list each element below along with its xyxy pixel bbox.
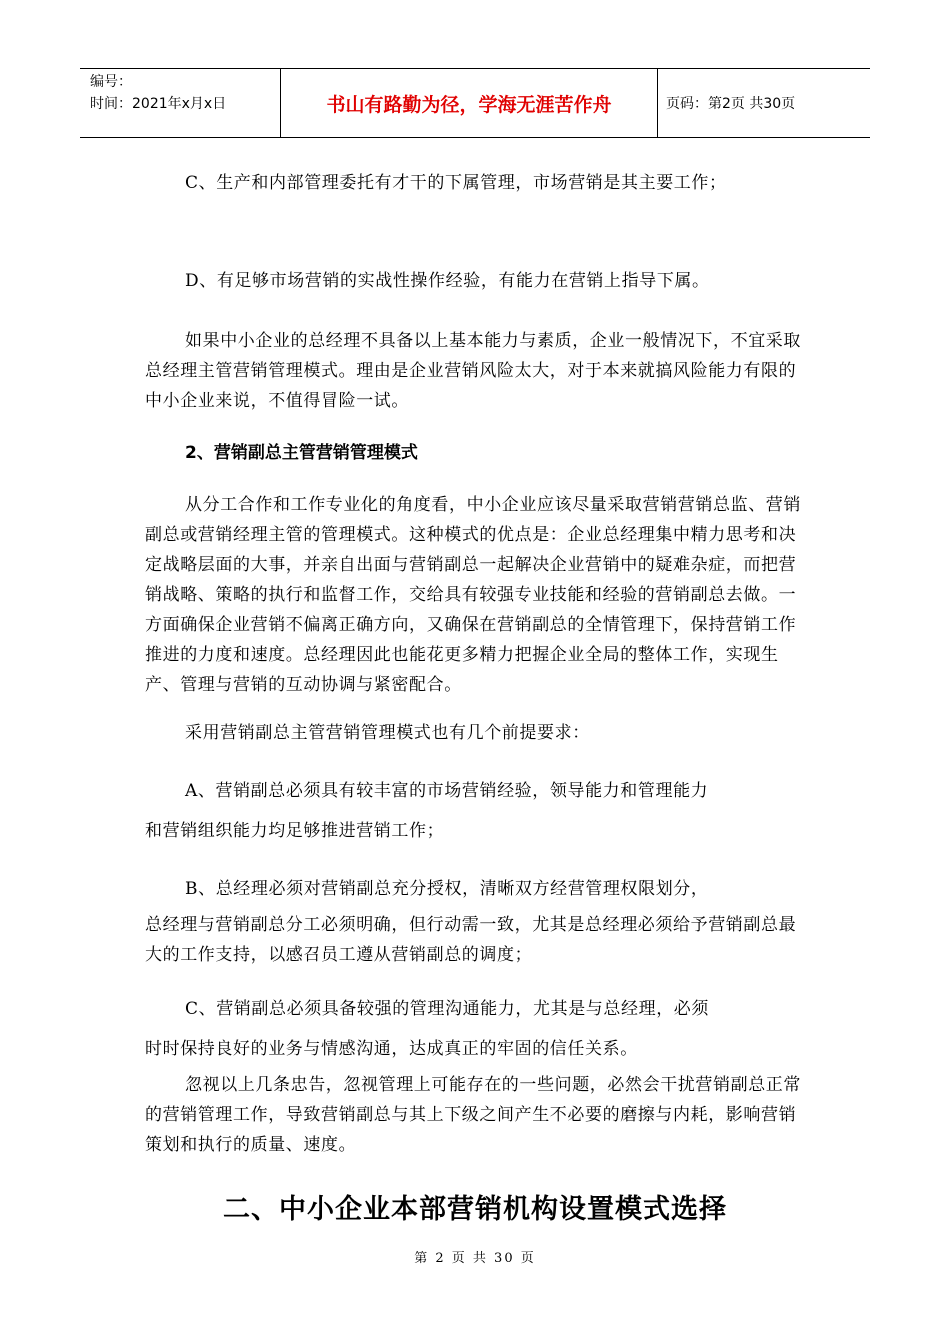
requirement-b-body: 总经理与营销副总分工必须明确，但行动需一致，尤其是总经理必须给予营销副总最大的工作支持，以感召员工遵从营销副总的调度； [145,915,797,965]
paragraph-item-c: C、生产和内部管理委托有才干的下属管理，市场营销是其主要工作； [185,173,727,193]
requirement-a-line2: 和营销组织能力均足够推进营销工作； [145,821,445,841]
page-footer: 第 2 页 共 30 页 [414,1251,536,1266]
number-label: 编号： [90,74,132,90]
time-label: 时间：2021年x月x日 [90,96,227,112]
paragraph-advantages: 从分工合作和工作专业化的角度看，中小企业应该尽量采取营销营销总监、营销副总或营销经理主管的管理模式。这种模式的优点是：企业总经理集中精力思考和决定战略层面的大事，并亲自出面与营销副总一起解决企业营销中的疑难杂症，而把营销战略、策略的执行和监督工作，交给具有较强专业技能和经验的营销副总去做。一方面确保企业营销不偏离正确方向，又确保在营销副总的全情管理下，保持营销工作推进的力度和速度。总经理因此也能花更多精力把握企业全局的整体工作，实现生产、管理与营销的互动协调与紧密配合。 [145,495,801,695]
paragraph-risk: 如果中小企业的总经理不具备以上基本能力与素质，企业一般情况下，不宜采取总经理主管营销管理模式。理由是企业营销风险太大，对于本来就搞风险能力有限的中小企业来说，不值得冒险一试。 [145,331,801,411]
header-meta [80,69,280,137]
requirement-a-line1: A、营销副总必须具有较丰富的市场营销经验，领导能力和管理能力 [185,781,709,801]
chapter-heading: 二、中小企业本部营销机构设置模式选择 [223,1194,727,1225]
requirement-b-line1: B、总经理必须对营销副总充分授权，清晰双方经营管理权限划分， [185,879,709,899]
requirement-c-line1: C、营销副总必须具备较强的管理沟通能力，尤其是与总经理，必须 [185,999,710,1019]
page-header [80,68,870,138]
paragraph-prerequisites: 采用营销副总主管营销管理模式也有几个前提要求： [185,723,590,743]
header-motto: 书山有路勤为径，学海无涯苦作舟 [280,69,658,137]
paragraph-item-d: D、有足够市场营销的实战性操作经验，有能力在营销上指导下属。 [185,271,710,291]
paragraph-warning: 忽视以上几条忠告，忽视管理上可能存在的一些问题，必然会干扰营销副总正常的营销管理工作，导致营销副总与其上下级之间产生不必要的磨擦与内耗，影响营销策划和执行的质量、速度。 [145,1075,801,1155]
header-page-info: 页码：第2页 共30页 [666,96,796,112]
section-heading-2: 2、营销副总主管营销管理模式 [185,443,418,463]
requirement-c-line2: 时时保持良好的业务与情感沟通，达成真正的牢固的信任关系。 [145,1039,638,1059]
